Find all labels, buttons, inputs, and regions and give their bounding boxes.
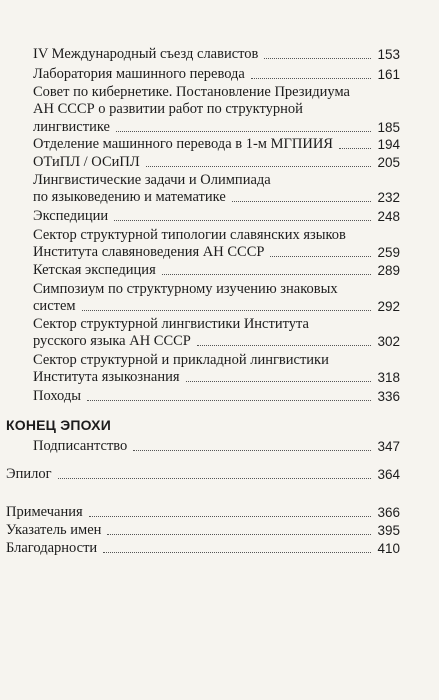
- toc-entry-title: Кетская экспедиция: [33, 262, 156, 278]
- toc-entry-title: Примечания: [6, 504, 83, 520]
- toc-entry: [33, 66, 400, 83]
- toc-entry-page: 259: [377, 245, 400, 260]
- toc-entry-page: 302: [377, 334, 400, 349]
- toc-entry: [33, 438, 400, 455]
- toc-entry-title: Института языкознания: [33, 369, 180, 385]
- toc-entry-title-line: Лингвистические задачи и Олимпиада: [33, 172, 271, 188]
- toc-entry-page: 289: [377, 263, 400, 278]
- leader-dots: [133, 450, 371, 451]
- toc-entry-title-line: АН СССР о развитии работ по структурной: [33, 101, 303, 117]
- toc-entry-title-line: Сектор структурной и прикладной лингвистики: [33, 352, 329, 368]
- toc-entry-title: Указатель имен: [6, 522, 102, 538]
- toc-entry-title-line: Совет по кибернетике. Постановление Президиума: [33, 84, 350, 100]
- toc-entry-title: Эпилог: [6, 466, 52, 482]
- leader-dots: [107, 534, 371, 535]
- toc-entry-page: 232: [377, 190, 400, 205]
- toc-entry-title-line: Симпозиум по структурному изучению знаковых: [33, 281, 338, 297]
- leader-dots: [339, 148, 372, 149]
- toc-entry-page: 318: [377, 370, 400, 385]
- toc-entry: [6, 522, 400, 539]
- toc-entry-page: 366: [377, 505, 400, 520]
- toc-entry-page: 347: [377, 439, 400, 454]
- toc-entry: [33, 46, 400, 63]
- toc-entry: [6, 466, 400, 483]
- toc-entry: [33, 172, 400, 206]
- toc-entry: [33, 154, 400, 171]
- toc-entry-title: Института славяноведения АН СССР: [33, 244, 265, 260]
- toc-entry: [33, 208, 400, 225]
- toc-entry: [33, 136, 400, 153]
- toc-entry-page: 292: [377, 299, 400, 314]
- toc-entry: [33, 227, 400, 261]
- leader-dots: [87, 400, 371, 401]
- toc-entry-title: Походы: [33, 388, 82, 404]
- toc-entry: [33, 281, 400, 315]
- toc-entry-page: 194: [377, 137, 400, 152]
- leader-dots: [186, 381, 372, 382]
- toc-entry-page: 185: [377, 120, 400, 135]
- toc-entry: [6, 504, 400, 521]
- toc-entry: [6, 540, 400, 557]
- leader-dots: [103, 552, 371, 553]
- toc-entry-title-line: Сектор структурной лингвистики Института: [33, 316, 309, 332]
- toc-entry: [33, 316, 400, 350]
- toc-entry: [33, 262, 400, 279]
- toc-entry-page: 336: [377, 389, 400, 404]
- section-heading: КОНЕЦ ЭПОХИ: [6, 417, 111, 433]
- toc-entry-title-line: Сектор структурной типологии славянских языков: [33, 227, 346, 243]
- toc-entry-page: 153: [377, 47, 400, 62]
- leader-dots: [82, 310, 372, 311]
- toc-entry-page: 248: [377, 209, 400, 224]
- toc-entry-title: Отделение машинного перевода в 1-м МГПИИЯ: [33, 136, 333, 152]
- toc-entry-page: 161: [377, 67, 400, 82]
- leader-dots: [232, 201, 372, 202]
- toc-entry-title: Подписантство: [33, 438, 128, 454]
- toc-entry-title: систем: [33, 298, 76, 314]
- toc-entry: [33, 388, 400, 405]
- toc-entry-title: ОТиПЛ / ОСиПЛ: [33, 154, 140, 170]
- toc-entry-page: 205: [377, 155, 400, 170]
- leader-dots: [146, 166, 372, 167]
- toc-entry: [33, 84, 400, 136]
- toc-entry-page: 364: [377, 467, 400, 482]
- leader-dots: [251, 78, 372, 79]
- leader-dots: [89, 516, 372, 517]
- toc-entry-title: Экспедиции: [33, 208, 109, 224]
- leader-dots: [197, 345, 372, 346]
- toc-entry-page: 410: [377, 541, 400, 556]
- toc-entry-title: по языковедению и математике: [33, 189, 226, 205]
- toc-entry-title: русского языка АН СССР: [33, 333, 191, 349]
- toc-entry: [33, 352, 400, 386]
- toc-entry-page: 395: [377, 523, 400, 538]
- toc-entry-title: IV Международный съезд славистов: [33, 46, 259, 62]
- leader-dots: [162, 274, 372, 275]
- toc-entry-title: Благодарности: [6, 540, 98, 556]
- toc-entry-title: Лаборатория машинного перевода: [33, 66, 245, 82]
- leader-dots: [58, 478, 372, 479]
- leader-dots: [116, 131, 372, 132]
- leader-dots: [114, 220, 371, 221]
- leader-dots: [270, 256, 371, 257]
- toc-entry-title: лингвистике: [33, 119, 110, 135]
- leader-dots: [264, 58, 371, 59]
